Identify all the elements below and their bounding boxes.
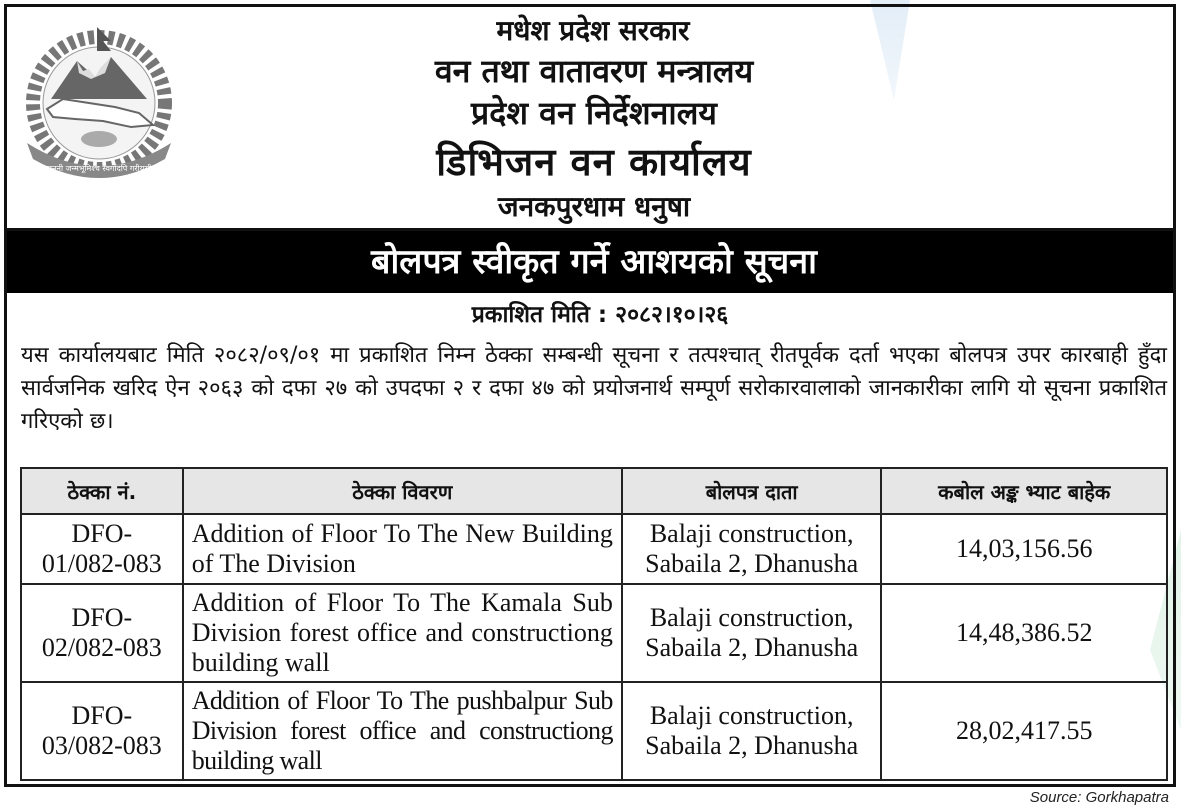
bidder-cell bbox=[622, 514, 882, 584]
table-row bbox=[21, 514, 1167, 584]
publication-date bbox=[7, 297, 1173, 329]
notice-frame bbox=[4, 4, 1176, 787]
notice-body-text: यस कार्यालयबाट मिति २०८२/०९/०१ मा प्रकाशित निम्न ठेक्का सम्बन्धी सूचना र तत्पश्चात् रीतपूर्वक दर्ता भएका बोलपत्र उपर कारबाही हुँदा सार्वजनिक खरिद ऐन २०६३ को दफा २७ को उपदफा २ र दफा ४७ को प्रयोजनार्थ सम्पूर्ण सरोकारवालाको जानकारीका लागि यो सूचना प्रकाशित गरिएको छ। bbox=[21, 343, 1167, 434]
contract-no-prefix: DFO- bbox=[71, 701, 133, 730]
contract-no-prefix: DFO- bbox=[71, 603, 133, 632]
svg-text:जननी जन्मभूमिश्च स्वर्गादपि गर: जननी जन्मभूमिश्च स्वर्गादपि गरीयसी bbox=[46, 164, 152, 173]
contract-no-number: 01/082-083 bbox=[41, 549, 162, 578]
amount-cell: 14,03,156.56 bbox=[881, 514, 1167, 584]
table-row bbox=[21, 682, 1167, 780]
contract-no-cell bbox=[21, 514, 183, 584]
bidder-address: Sabaila 2, Dhanusha bbox=[645, 731, 859, 760]
contract-no-cell bbox=[21, 584, 183, 682]
amount-cell: 28,02,417.55 bbox=[881, 682, 1167, 780]
source-credit: Source: Gorkhapatra bbox=[1029, 789, 1169, 806]
bidder-cell bbox=[622, 584, 882, 682]
notice-header bbox=[7, 7, 1173, 231]
header-contract-no: ठेक्का नं. bbox=[21, 468, 183, 514]
ministry-name: वन तथा वातावरण मन्त्रालय bbox=[434, 52, 754, 90]
description-cell: Addition of Floor To The New Building of The Division bbox=[183, 514, 622, 584]
office-location: जनकपुरधाम धनुषा bbox=[497, 190, 691, 223]
header-bid-amount: कबोल अङ्क भ्याट बाहेक bbox=[881, 468, 1167, 514]
amount-cell: 14,48,386.52 bbox=[881, 584, 1167, 682]
contract-no-prefix: DFO- bbox=[71, 519, 133, 548]
notice-title-banner: बोलपत्र स्वीकृत गर्ने आशयको सूचना bbox=[7, 231, 1173, 293]
description-cell: Addition of Floor To The pushbalpur Sub Division forest office and constructiong building wall bbox=[183, 682, 622, 780]
bidder-name: Balaji construction, bbox=[649, 603, 854, 632]
office-name: डिभिजन वन कार्यालय bbox=[436, 140, 752, 184]
bidder-cell bbox=[622, 682, 882, 780]
tender-table bbox=[20, 467, 1168, 781]
header-contract-description: ठेक्का विवरण bbox=[183, 468, 622, 514]
table-header-row bbox=[21, 468, 1167, 514]
publication-date-label: प्रकाशित मिति : bbox=[471, 302, 608, 328]
header-bidder: बोलपत्र दाता bbox=[622, 468, 882, 514]
contract-no-number: 02/082-083 bbox=[41, 633, 162, 662]
publication-date-value: २०८२।१०।२६ bbox=[615, 302, 729, 328]
bidder-address: Sabaila 2, Dhanusha bbox=[645, 549, 859, 578]
contract-no-cell bbox=[21, 682, 183, 780]
table-row bbox=[21, 584, 1167, 682]
government-name: मधेश प्रदेश सरकार bbox=[496, 14, 690, 47]
description-cell: Addition of Floor To The Kamala Sub Division forest office and constructiong building wall bbox=[183, 584, 622, 682]
bidder-address: Sabaila 2, Dhanusha bbox=[645, 633, 859, 662]
bidder-name: Balaji construction, bbox=[649, 519, 854, 548]
bidder-name: Balaji construction, bbox=[649, 701, 854, 730]
directorate-name: प्रदेश वन निर्देशनालय bbox=[471, 94, 717, 132]
contract-no-number: 03/082-083 bbox=[41, 731, 162, 760]
